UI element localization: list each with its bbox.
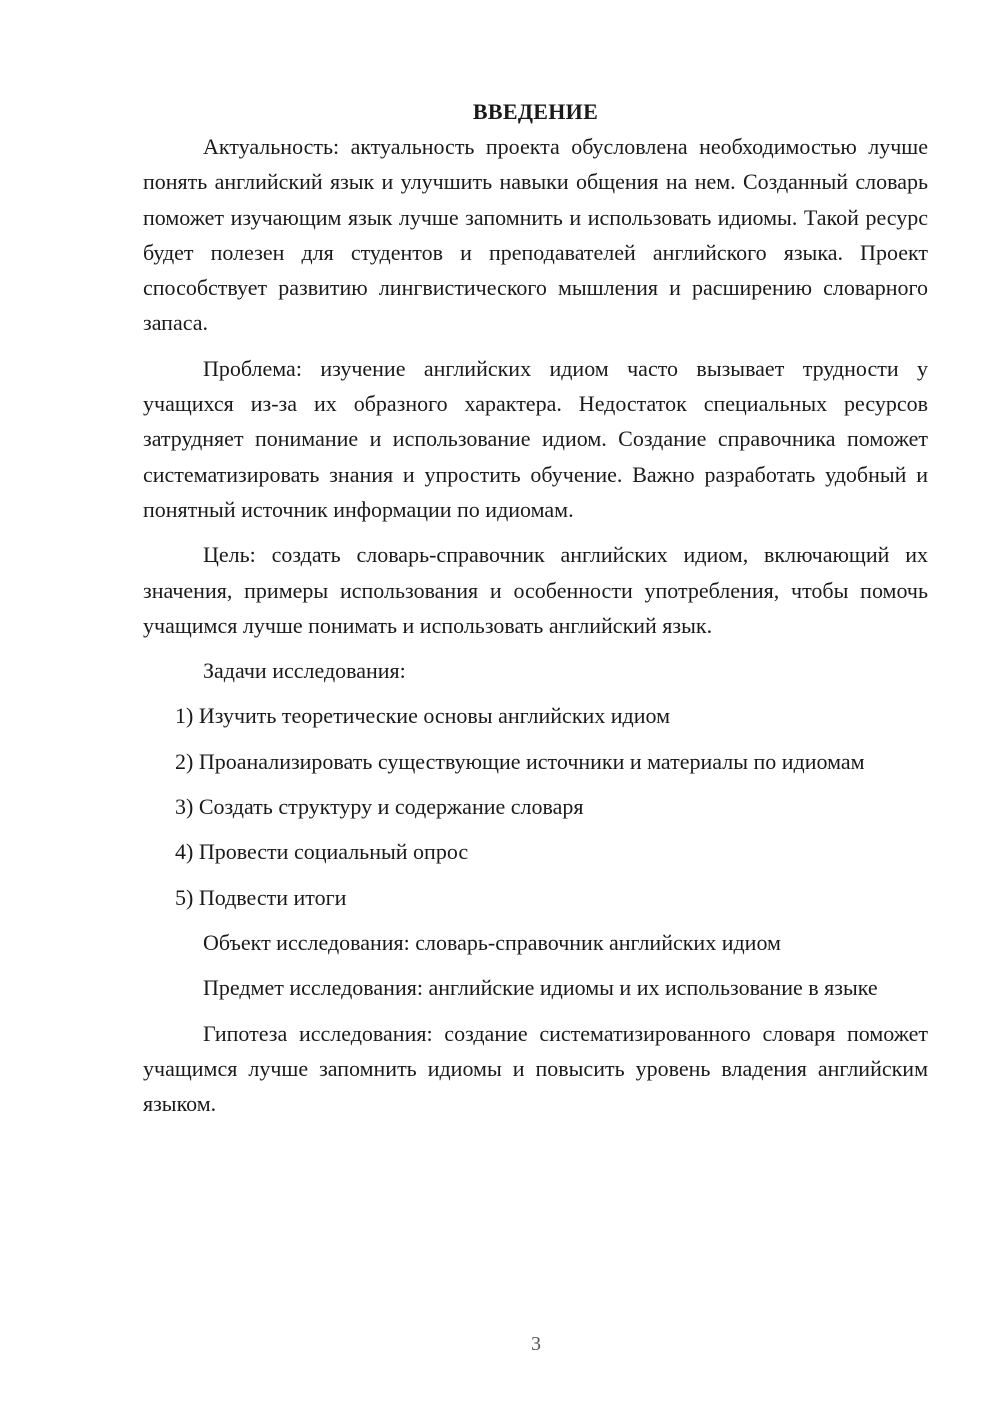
task-item-1: 1) Изучить теоретические основы английских идиом bbox=[175, 703, 671, 729]
tasks-heading: Задачи исследования: bbox=[203, 658, 406, 684]
page-number: 3 bbox=[531, 1333, 541, 1355]
paragraph-hypothesis: Гипотеза исследования: создание систематизированного словаря поможет учащимся лучше запомнить идиомы и повысить уровень владения английским языком. bbox=[143, 1020, 928, 1117]
task-item-5: 5) Подвести итоги bbox=[175, 884, 347, 910]
paragraph-object: Объект исследования: словарь-справочник английских идиом bbox=[203, 929, 781, 955]
task-item-4: 4) Провести социальный опрос bbox=[175, 839, 469, 865]
paragraph-subject: Предмет исследования: английские идиомы и их использование в языке bbox=[203, 975, 878, 1001]
task-item-2: 2) Проанализировать существующие источники и материалы по идиомам bbox=[175, 748, 865, 774]
paragraph-goal: Цель: создать словарь-справочник английских идиом, включающий их значения, примеры использования и особенности употребления, чтобы помочь учащимся лучше понимать и использовать английский язык. bbox=[143, 542, 928, 638]
section-title: ВВЕДЕНИЕ bbox=[472, 99, 599, 124]
paragraph-relevance: Актуальность: актуальность проекта обусловлена необходимостью лучше понять английский язык и улучшить навыки общения на нем. Созданный словарь поможет изучающим язык лучше запомнить и использовать идиомы. Такой ресурс будет полезен для студентов и преподавателей английского языка. Проект способствует развитию лингвистического мышления и расширению словарного запаса. bbox=[143, 134, 928, 336]
task-item-3: 3) Создать структуру и содержание словаря bbox=[175, 794, 584, 820]
paragraph-problem: Проблема: изучение английских идиом часто вызывает трудности у учащихся из-за их образного характера. Недостаток специальных ресурсов затрудняет понимание и использование идиом. Создание справочника поможет систематизировать знания и упростить обучение. Важно разработать удобный и понятный источник информации по идиомам. bbox=[143, 355, 928, 522]
page-content bbox=[143, 94, 928, 1121]
